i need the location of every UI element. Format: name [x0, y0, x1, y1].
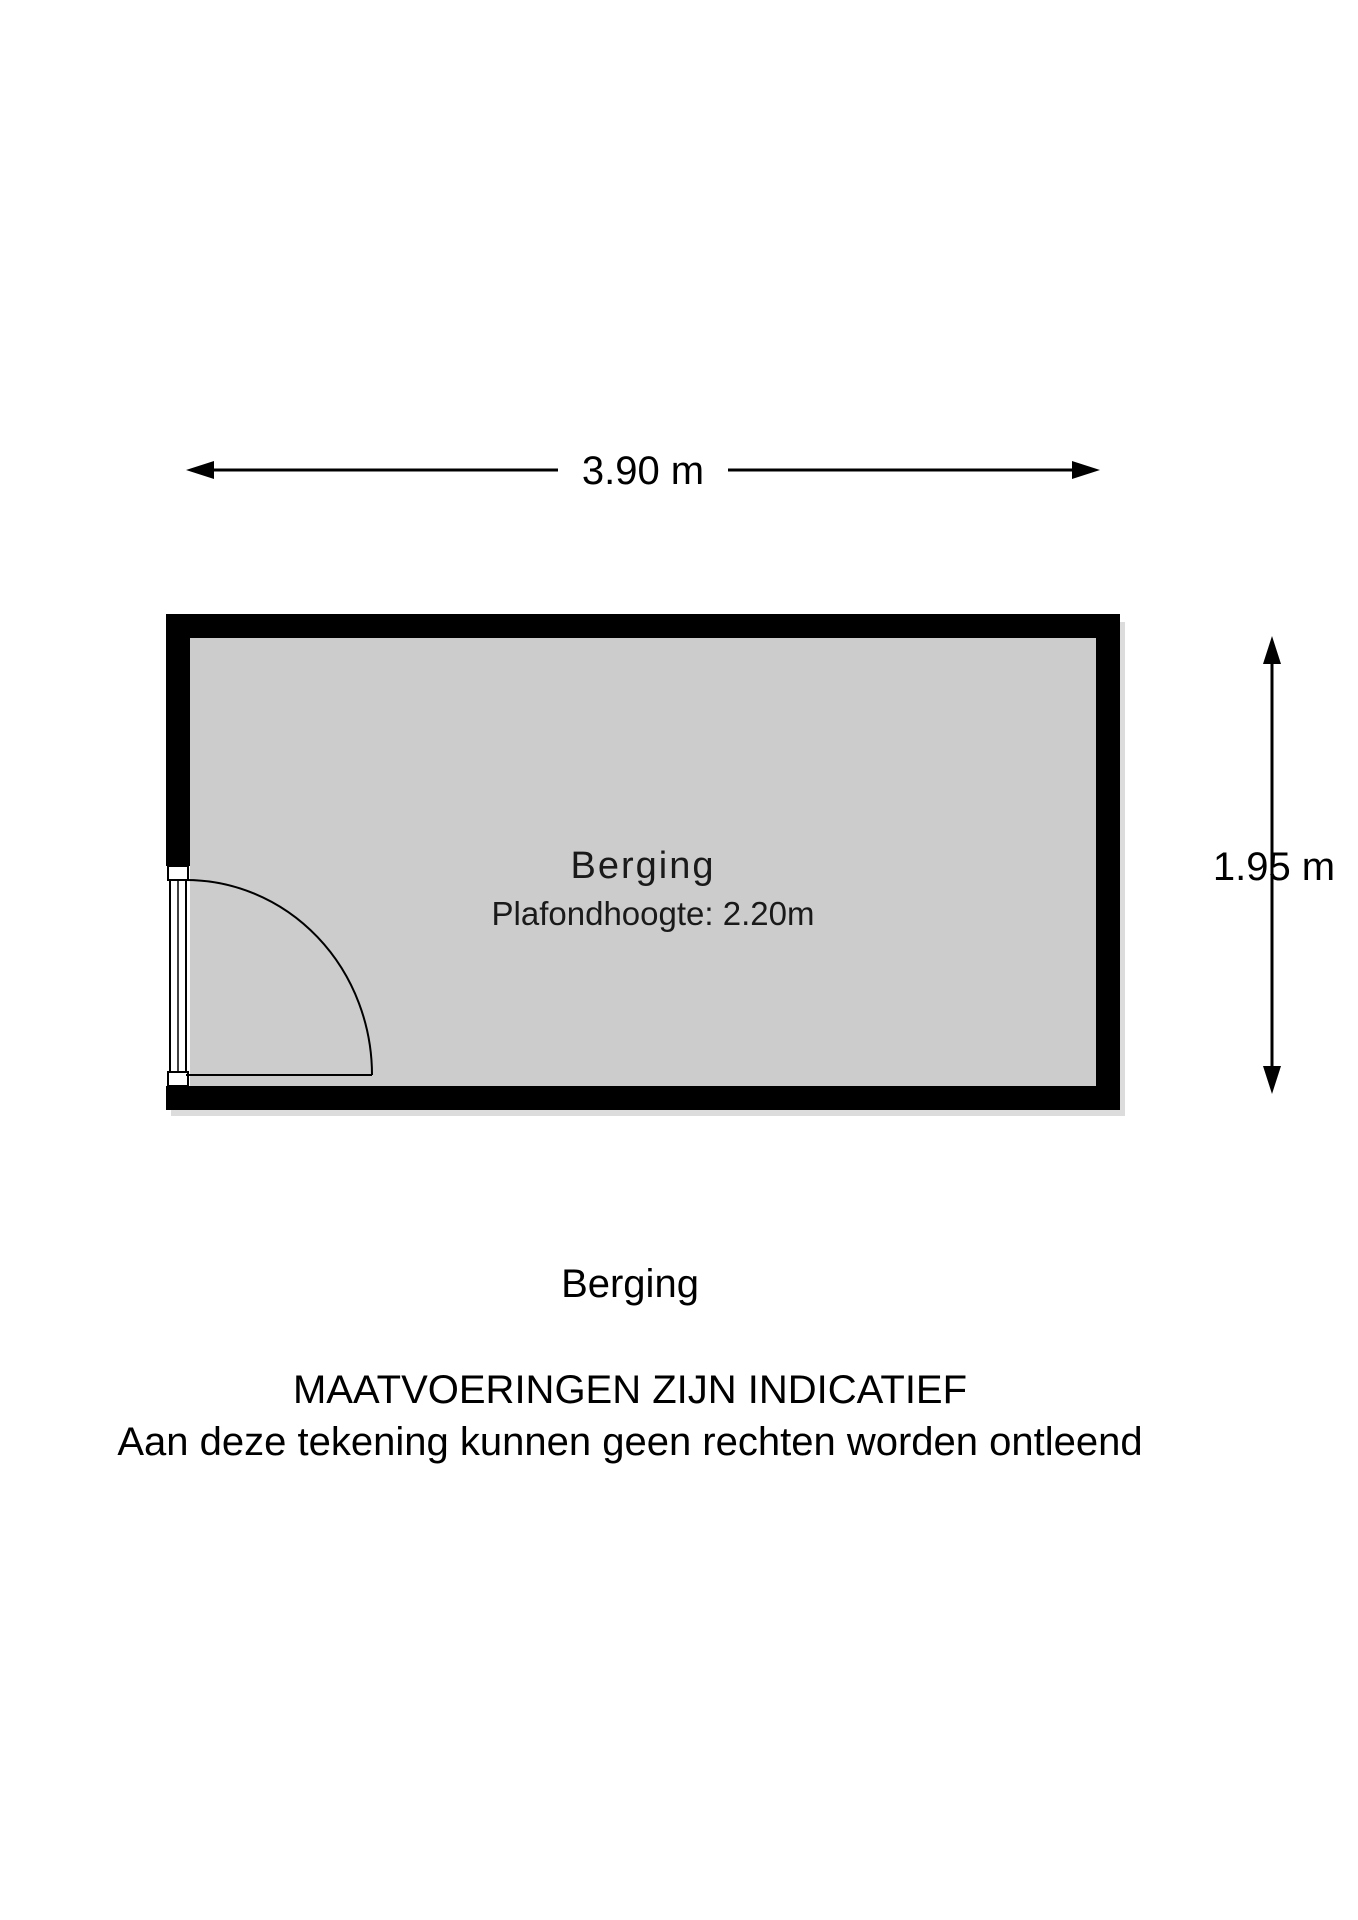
room-ceiling-height: Plafondhoogte: 2.20m: [491, 895, 815, 932]
depth-dimension: [1213, 636, 1335, 1094]
arrowhead-right-icon: [1072, 461, 1100, 479]
room-name: Berging: [570, 845, 716, 887]
door-jamb-bottom: [168, 1072, 188, 1086]
plan-caption-title: Berging: [561, 1262, 699, 1306]
disclaimer-line-2: Aan deze tekening kunnen geen rechten worden ontleend: [117, 1420, 1143, 1464]
arrowhead-left-icon: [186, 461, 214, 479]
depth-dimension-label: 1.95 m: [1212, 845, 1336, 889]
arrowhead-down-icon: [1263, 1066, 1281, 1094]
arrowhead-up-icon: [1263, 636, 1281, 664]
disclaimer-line-1: MAATVOERINGEN ZIJN INDICATIEF: [292, 1368, 968, 1412]
room-berging: [166, 614, 1125, 1116]
width-dimension: [186, 449, 1100, 493]
door-jamb-top: [168, 866, 188, 880]
width-dimension-label: 3.90 m: [581, 449, 705, 493]
